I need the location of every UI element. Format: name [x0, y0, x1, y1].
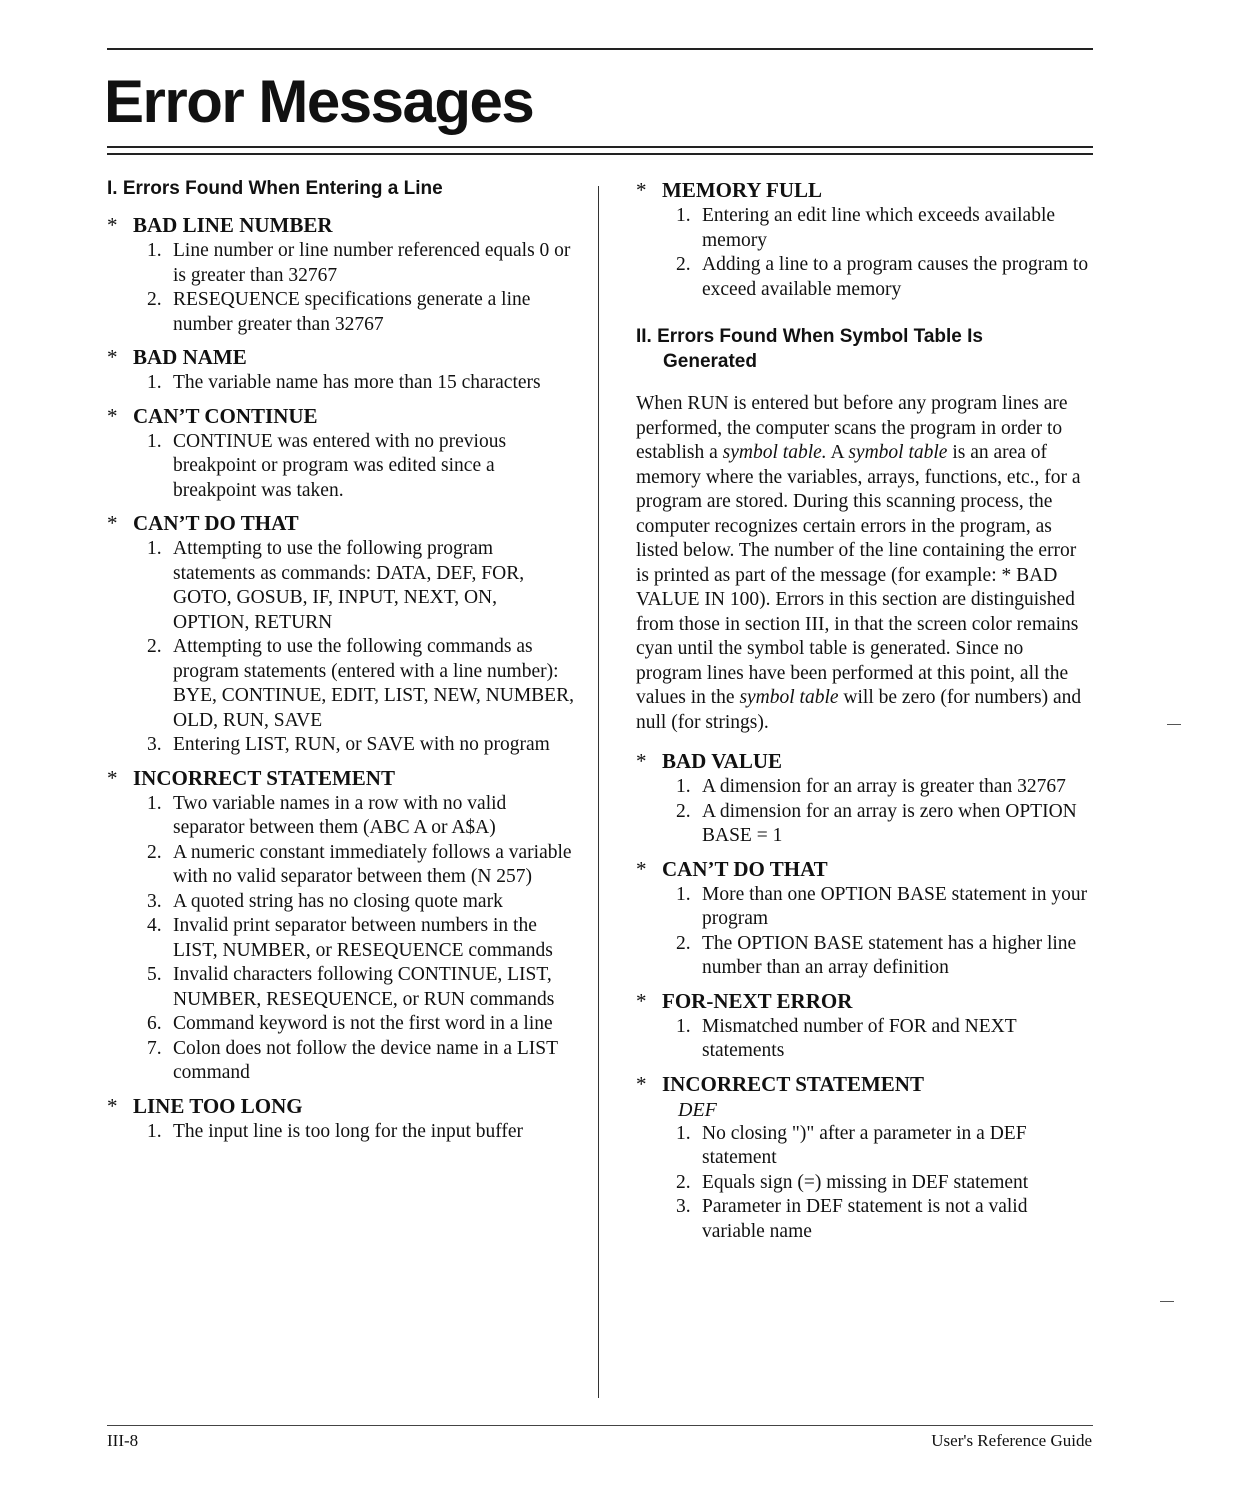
guide-name: User's Reference Guide — [931, 1431, 1092, 1450]
error-name: * CAN’T CONTINUE — [107, 403, 318, 428]
error-cause-item — [636, 932, 1094, 981]
item-number: 1. — [147, 538, 162, 559]
item-text: A quoted string has no closing quote mark — [173, 890, 503, 912]
error-cause-item — [107, 371, 577, 396]
bullet-star: * — [636, 178, 647, 202]
item-text: Attempting to use the following commands as program statements (entered with a line number): BYE, CONTINUE, EDIT, LIST, NEW, NUMBER, OLD, RUN, SAVE — [173, 636, 574, 731]
error-name: * CAN’T DO THAT — [107, 511, 299, 535]
item-text: No closing ")" after a parameter in a DEF statement — [702, 1122, 1027, 1168]
right-error-list — [636, 747, 1094, 1244]
section-heading-entering-line: I. Errors Found When Entering a Line — [107, 178, 443, 199]
item-text: Invalid print separator between numbers in the LIST, NUMBER, or RESEQUENCE commands — [173, 915, 553, 961]
error-name: * BAD LINE NUMBER — [107, 213, 333, 237]
error-entry-memory-full — [636, 176, 1094, 302]
error-entry — [636, 987, 1094, 1064]
item-number: 1. — [147, 1120, 162, 1142]
item-number: 2. — [147, 636, 162, 657]
error-item-list — [107, 239, 577, 337]
error-item-list — [636, 883, 1094, 981]
item-text: Mismatched number of FOR and NEXT statements — [702, 1015, 1017, 1061]
page-number: III-8 — [107, 1431, 139, 1450]
error-item-list — [636, 775, 1094, 849]
bullet-star: * — [636, 988, 647, 1013]
error-name: * INCORRECT STATEMENT — [636, 1071, 924, 1096]
error-name: * INCORRECT STATEMENT — [107, 765, 395, 790]
error-cause-item — [636, 1171, 1094, 1196]
item-number: 2. — [147, 289, 162, 310]
item-text: Invalid characters following CONTINUE, LIST, NUMBER, RESEQUENCE, or RUN commands — [173, 964, 555, 1010]
error-item-list — [107, 371, 577, 396]
item-number: 2. — [676, 1171, 691, 1193]
item-number: 3. — [676, 1196, 691, 1217]
bullet-star: * — [636, 749, 647, 773]
error-cause-item — [107, 239, 577, 288]
item-number: 2. — [676, 800, 691, 822]
bullet-star: * — [107, 403, 118, 428]
error-cause-item — [107, 841, 577, 890]
error-item-list — [636, 204, 1094, 302]
error-entry — [636, 855, 1094, 981]
error-cause-item — [636, 883, 1094, 932]
item-text: Equals sign (=) missing in DEF statement — [702, 1171, 1029, 1193]
bullet-star: * — [107, 765, 118, 790]
error-cause-item — [636, 1122, 1094, 1171]
error-cause-item — [636, 775, 1094, 800]
item-number: 2. — [676, 254, 691, 275]
error-cause-item — [107, 1120, 577, 1145]
item-number: 5. — [147, 964, 162, 985]
item-text: Colon does not follow the device name in a LIST command — [173, 1037, 558, 1083]
error-name: * FOR-NEXT ERROR — [636, 988, 853, 1013]
item-number: 1. — [147, 240, 162, 261]
error-name: * LINE TOO LONG — [107, 1093, 303, 1118]
error-entry — [107, 1092, 577, 1145]
item-number: 7. — [147, 1037, 162, 1059]
item-number: 1. — [676, 776, 691, 797]
error-cause-item — [636, 253, 1094, 302]
item-text: Adding a line to a program causes the program to exceed available memory — [702, 254, 1089, 300]
item-text: Attempting to use the following program statements as commands: DATA, DEF, FOR, GOTO, GOSUB, IF, INPUT, NEXT, ON, OPTION, RETURN — [173, 538, 525, 633]
error-subheading: DEF — [678, 1098, 717, 1121]
error-entry — [107, 764, 577, 1086]
title-rule-upper — [107, 146, 1093, 148]
item-number: 3. — [147, 890, 162, 912]
item-text: The OPTION BASE statement has a higher line number than an array definition — [702, 932, 1077, 978]
error-cause-item — [636, 204, 1094, 253]
bullet-star: * — [107, 511, 118, 535]
item-number: 2. — [147, 841, 162, 863]
error-cause-item — [636, 1195, 1094, 1244]
error-name: * BAD VALUE — [636, 749, 783, 773]
left-error-list — [107, 211, 577, 1144]
error-cause-item — [107, 1012, 577, 1037]
error-cause-item — [107, 963, 577, 1012]
error-item-list — [107, 430, 577, 504]
symbol-table-intro-paragraph: When RUN is entered but before any program lines are performed, the computer scans the program in order to establish a symbol table. A symbol table is an area of memory where the variables, arrays, functions, etc., for a program are stored. During this scanning process, the computer recognizes certain errors in the program, as listed below. The number of the line containing the error is printed as part of the message (for example: * BAD VALUE IN 100). Errors in this section are distinguished from those in section III, in that the screen color remains cyan until the symbol table is generated. Since no program lines have been performed at this point, all the values in the symbol table will be zero (for numbers) and null (for strings). — [636, 393, 1082, 733]
error-cause-item — [107, 792, 577, 841]
error-name: * CAN’T DO THAT — [636, 856, 828, 881]
error-entry — [636, 747, 1094, 849]
error-item-list — [636, 1122, 1094, 1245]
bullet-star: * — [636, 856, 647, 881]
page-title: Error Messages — [104, 68, 534, 135]
item-text: Parameter in DEF statement is not a valid variable name — [702, 1196, 1028, 1242]
error-cause-item — [107, 1037, 577, 1086]
margin-mark — [1160, 1301, 1174, 1302]
item-text: The variable name has more than 15 characters — [173, 372, 541, 393]
item-text: RESEQUENCE specifications generate a line number greater than 32767 — [173, 289, 531, 335]
item-number: 1. — [676, 1122, 691, 1144]
error-entry — [107, 509, 577, 758]
bullet-star: * — [107, 345, 118, 369]
item-number: 6. — [147, 1013, 162, 1034]
item-number: 1. — [147, 372, 162, 393]
item-text: Entering an edit line which exceeds available memory — [702, 205, 1056, 251]
bullet-star: * — [636, 1071, 647, 1096]
column-divider — [598, 186, 599, 1398]
item-text: A dimension for an array is greater than 32767 — [702, 776, 1066, 797]
title-rule-lower — [107, 153, 1093, 155]
error-cause-item — [107, 635, 577, 733]
error-entry — [107, 211, 577, 337]
error-item-list — [107, 537, 577, 758]
item-number: 1. — [676, 205, 691, 226]
item-number: 4. — [147, 915, 162, 936]
error-cause-item — [636, 1015, 1094, 1064]
margin-mark — [1167, 724, 1181, 725]
error-cause-item — [107, 890, 577, 915]
top-rule — [107, 48, 1093, 50]
item-text: Two variable names in a row with no valid separator between them (ABC A or A$A) — [173, 792, 507, 838]
error-cause-item — [107, 914, 577, 963]
item-text: Entering LIST, RUN, or SAVE with no program — [173, 734, 550, 755]
error-entry — [107, 402, 577, 504]
item-text: More than one OPTION BASE statement in your program — [702, 883, 1088, 929]
error-cause-item — [636, 800, 1094, 849]
item-number: 3. — [147, 734, 162, 755]
bullet-star: * — [107, 1093, 118, 1118]
error-entry — [636, 1070, 1094, 1245]
bullet-star: * — [107, 213, 118, 237]
item-text: The input line is too long for the input buffer — [173, 1120, 524, 1142]
section-heading-symbol-table: II. Errors Found When Symbol Table Is Generated — [636, 326, 983, 372]
error-cause-item — [107, 430, 577, 504]
right-column — [636, 176, 1094, 1250]
item-text: CONTINUE was entered with no previous breakpoint or program was edited since a breakpoint was taken. — [173, 430, 507, 501]
error-item-list — [107, 792, 577, 1086]
item-number: 1. — [147, 430, 162, 452]
error-name: * BAD NAME — [107, 345, 247, 369]
item-text: Command keyword is not the first word in a line — [173, 1013, 553, 1034]
item-text: Line number or line number referenced equals 0 or is greater than 32767 — [173, 240, 571, 286]
footer-rule — [107, 1425, 1093, 1426]
item-text: A numeric constant immediately follows a variable with no valid separator between them (N 257) — [173, 841, 572, 887]
item-text: A dimension for an array is zero when OPTION BASE = 1 — [702, 800, 1077, 846]
item-number: 1. — [676, 883, 691, 905]
error-cause-item — [107, 733, 577, 758]
item-number: 1. — [676, 1015, 691, 1037]
error-cause-item — [107, 288, 577, 337]
item-number: 2. — [676, 932, 691, 954]
error-entry — [107, 343, 577, 396]
error-cause-item — [107, 537, 577, 635]
error-name: * MEMORY FULL — [636, 178, 823, 202]
left-column — [107, 176, 577, 1150]
item-number: 1. — [147, 792, 162, 814]
error-item-list — [107, 1120, 577, 1145]
error-item-list — [636, 1015, 1094, 1064]
